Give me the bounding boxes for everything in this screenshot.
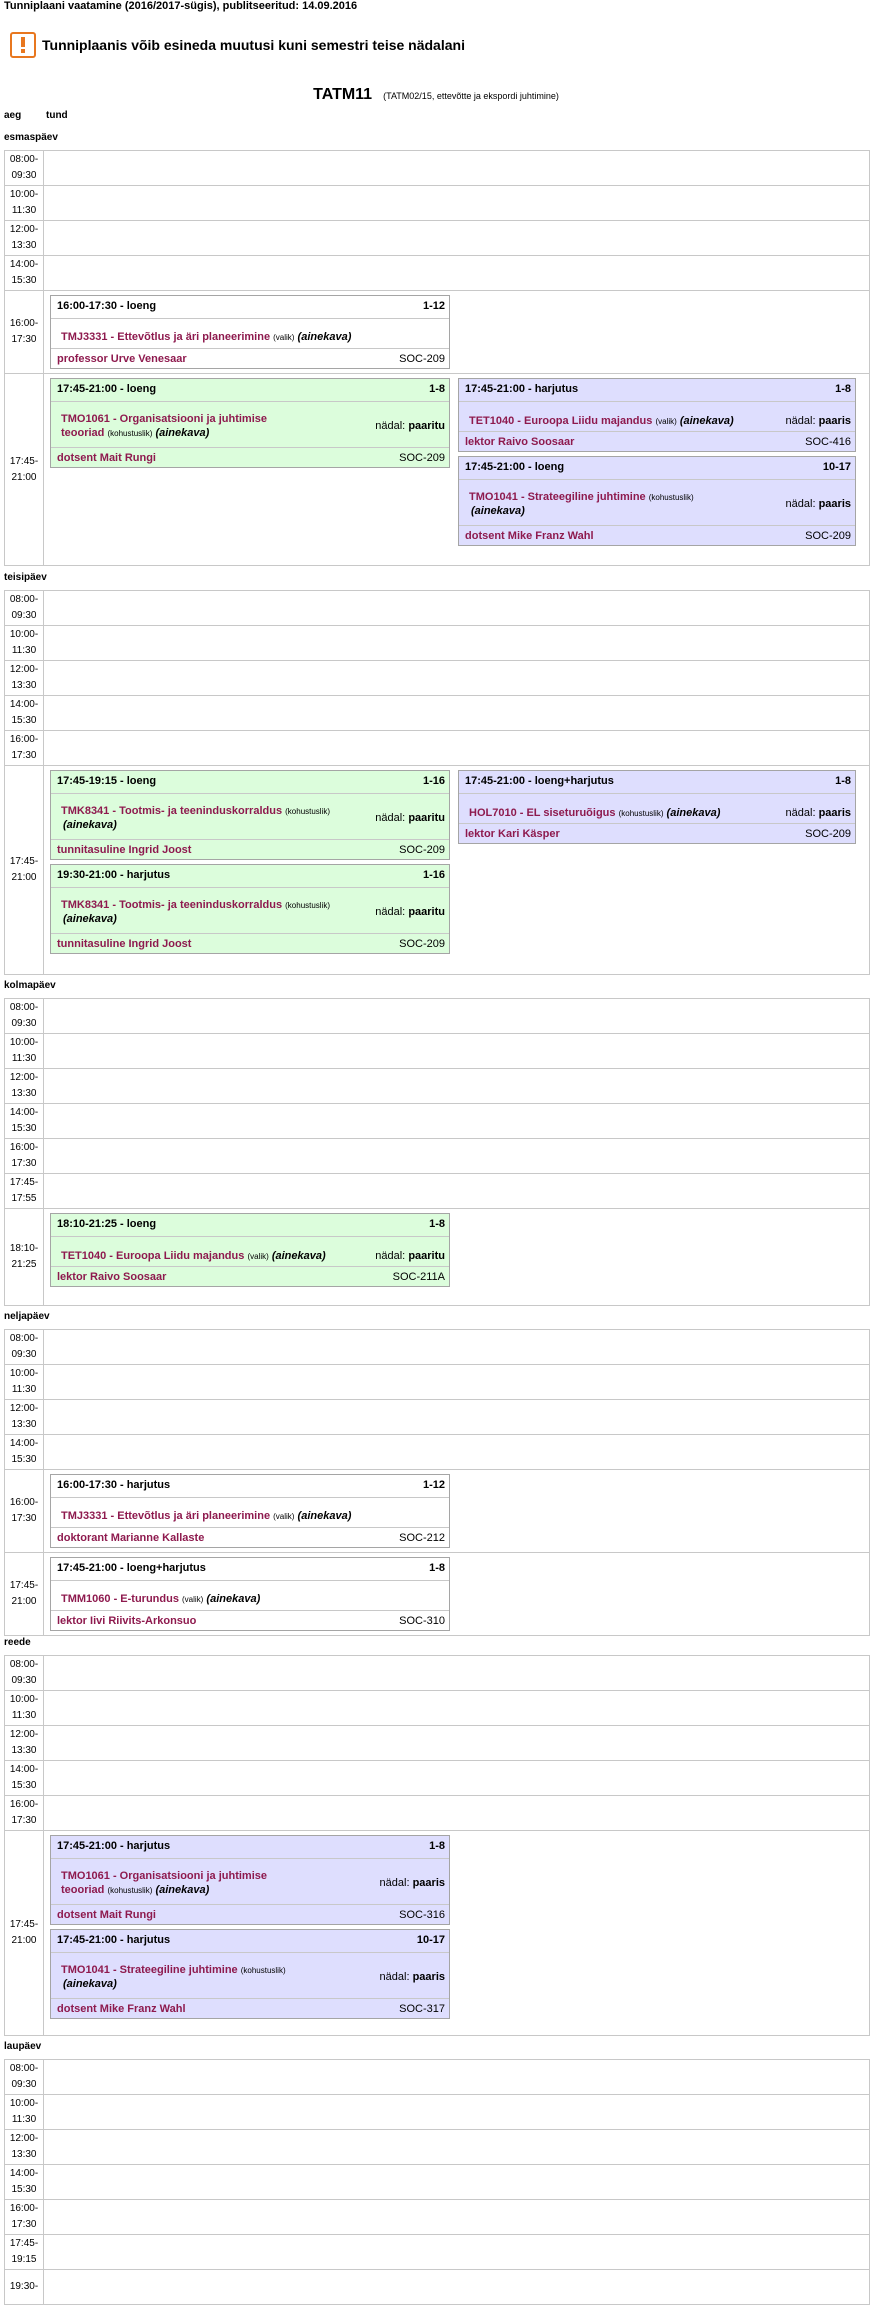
slot-row: 08:00- 09:30 [4, 998, 870, 1034]
slot-row: 08:00- 09:30 [4, 590, 870, 626]
event-tue1[interactable]: 17:45-19:15 - loeng 1-16 TMK8341 - Tootmis- ja teeninduskorraldus (kohustuslik) (ainekava) nädal: paaritu tunnitasuline Ingrid Joost SOC-209 [50, 770, 450, 860]
slot-row: 08:00- 09:30 [4, 1329, 870, 1365]
day-saturday: laupäev [4, 2041, 42, 2052]
slot-row: 16:00- 17:30 [4, 2199, 870, 2235]
teacher-link[interactable]: professor Urve Venesaar [57, 353, 187, 365]
slot-row: 16:00- 17:30 [4, 730, 870, 766]
slot-row: 16:00- 17:30 [4, 1795, 870, 1831]
group-code: TATM11 [313, 86, 373, 103]
group-subtitle: (TATM02/15, ettevõtte ja ekspordi juhtimine) [383, 91, 559, 101]
day-friday: reede [4, 1637, 31, 1648]
slot-row: 16:00- 17:30 16:00-17:30 - harjutus 1-12 TMJ3331 - Ettevõtlus ja äri planeerimine (valik) (ainekava) doktorant Marianne Kallaste SOC-212 [4, 1469, 870, 1553]
slot-row: 14:00- 15:30 [4, 1103, 870, 1139]
slot-row: 17:45- 21:00 17:45-19:15 - loeng 1-16 TMK8341 - Tootmis- ja teeninduskorraldus (kohustuslik) (ainekava) nädal: paaritu tunnitasuline Ingrid Joost SOC-209 19:30-21:00 - harjutus 1-16 TMK8341 - Tootmis- ja teeninduskorraldus (kohustuslik) (ainekava) nädal: paaritu tunnitasuline Ingrid Joost SOC-209 17:45-21:00 - loeng+harjutus 1-8 HOL7010 - EL siseturuõigus (kohustuslik) (ainekava) nädal: paaris lektor Kari Käsper SOC-209 [4, 765, 870, 975]
col-aeg: aeg [4, 110, 22, 121]
event-wed1[interactable]: 18:10-21:25 - loeng 1-8 TET1040 - Euroopa Liidu majandus (valik) (ainekava) nädal: paaritu lektor Raivo Soosaar SOC-211A [50, 1213, 450, 1287]
slot-row: 19:30- [4, 2269, 870, 2305]
group-title [0, 86, 872, 104]
event-thu2[interactable]: 17:45-21:00 - loeng+harjutus 1-8 TMM1060 - E-turundus (valik) (ainekava) lektor Iivi Riivits-Arkonsuo SOC-310 [50, 1557, 450, 1631]
slot-row: 12:00- 13:30 [4, 1725, 870, 1761]
slot-row: 10:00- 11:30 [4, 2094, 870, 2130]
slot-row: 17:45- 21:00 17:45-21:00 - loeng 1-8 TMO1061 - Organisatsiooni ja juhtimise teooriad (kohustuslik) (ainekava) nädal: paaritu dotsent Mait Rungi SOC-209 17:45-21:00 - harjutus 1-8 TET1040 - Euroopa Liidu majandus (valik) (ainekava) nädal: paaris lektor Raivo Soosaar SOC-416 17:45-21:00 - loeng 10-17 TMO1041 - Strateegiline juhtimine (kohustuslik) (ainekava) nädal: paaris dotsent Mike Franz Wahl SOC-209 [4, 373, 870, 566]
slot-row: 14:00- 15:30 [4, 1434, 870, 1470]
slot-row: 08:00- 09:30 [4, 1655, 870, 1691]
warning-text: Tunniplaanis võib esineda muutusi kuni semestri teise nädalani [42, 37, 465, 53]
slot-row: 17:45- 21:00 17:45-21:00 - loeng+harjutus 1-8 TMM1060 - E-turundus (valik) (ainekava) lektor Iivi Riivits-Arkonsuo SOC-310 [4, 1552, 870, 1636]
slot-row: 10:00- 11:30 [4, 1033, 870, 1069]
slot-row: 14:00- 15:30 [4, 1760, 870, 1796]
slot-row: 12:00- 13:30 [4, 1068, 870, 1104]
event-tue2[interactable]: 19:30-21:00 - harjutus 1-16 TMK8341 - Tootmis- ja teeninduskorraldus (kohustuslik) (ainekava) nädal: paaritu tunnitasuline Ingrid Joost SOC-209 [50, 864, 450, 954]
slot-row: 16:00- 17:30 [4, 1138, 870, 1174]
slot-row: 16:00- 17:30 16:00-17:30 - loeng 1-12 TMJ3331 - Ettevõtlus ja äri planeerimine (valik) (ainekava) professor Urve Venesaar SOC-209 [4, 290, 870, 374]
event-thu1[interactable]: 16:00-17:30 - harjutus 1-12 TMJ3331 - Ettevõtlus ja äri planeerimine (valik) (ainekava) doktorant Marianne Kallaste SOC-212 [50, 1474, 450, 1548]
page-header: Tunniplaani vaatamine (2016/2017-sügis), publitseeritud: 14.09.2016 [4, 0, 358, 12]
slot-row: 10:00- 11:30 [4, 185, 870, 221]
col-tund: tund [46, 110, 68, 121]
exclamation-icon [10, 32, 36, 58]
slot-row: 12:00- 13:30 [4, 2129, 870, 2165]
slot-row: 17:45- 21:00 17:45-21:00 - harjutus 1-8 TMO1061 - Organisatsiooni ja juhtimise teooriad (kohustuslik) (ainekava) nädal: paaris dotsent Mait Rungi SOC-316 17:45-21:00 - harjutus 10-17 TMO1041 - Strateegiline juhtimine (kohustuslik) (ainekava) nädal: paaris dotsent Mike Franz Wahl SOC-317 [4, 1830, 870, 2036]
slot-row: 18:10- 21:25 18:10-21:25 - loeng 1-8 TET1040 - Euroopa Liidu majandus (valik) (ainekava) nädal: paaritu lektor Raivo Soosaar SOC-211A [4, 1208, 870, 1306]
slot-row: 08:00- 09:30 [4, 2059, 870, 2095]
event-mon2[interactable]: 17:45-21:00 - loeng 1-8 TMO1061 - Organisatsiooni ja juhtimise teooriad (kohustuslik) (ainekava) nädal: paaritu dotsent Mait Rungi SOC-209 [50, 378, 450, 468]
slot-row: 08:00- 09:30 [4, 150, 870, 186]
day-thursday: neljapäev [4, 1311, 50, 1322]
slot-row: 10:00- 11:30 [4, 625, 870, 661]
slot-row: 12:00- 13:30 [4, 220, 870, 256]
slot-row: 17:45- 17:55 [4, 1173, 870, 1209]
day-monday: esmaspäev [4, 132, 58, 143]
slot-row: 10:00- 11:30 [4, 1690, 870, 1726]
slot-row: 10:00- 11:30 [4, 1364, 870, 1400]
slot-row: 14:00- 15:30 [4, 2164, 870, 2200]
slot-row: 12:00- 13:30 [4, 1399, 870, 1435]
course-link[interactable]: TMJ3331 - Ettevõtlus ja äri planeerimine [61, 331, 271, 343]
slot-row: 12:00- 13:30 [4, 660, 870, 696]
event-mon1[interactable]: 16:00-17:30 - loeng 1-12 TMJ3331 - Ettevõtlus ja äri planeerimine (valik) (ainekava) professor Urve Venesaar SOC-209 [50, 295, 450, 369]
slot-row: 17:45- 19:15 [4, 2234, 870, 2270]
event-mon3[interactable]: 17:45-21:00 - harjutus 1-8 TET1040 - Euroopa Liidu majandus (valik) (ainekava) nädal: paaris lektor Raivo Soosaar SOC-416 [458, 378, 856, 452]
slot-row: 14:00- 15:30 [4, 695, 870, 731]
day-tuesday: teisipäev [4, 572, 47, 583]
event-fri1[interactable]: 17:45-21:00 - harjutus 1-8 TMO1061 - Organisatsiooni ja juhtimise teooriad (kohustuslik) (ainekava) nädal: paaris dotsent Mait Rungi SOC-316 [50, 1835, 450, 1925]
event-tue3[interactable]: 17:45-21:00 - loeng+harjutus 1-8 HOL7010 - EL siseturuõigus (kohustuslik) (ainekava) nädal: paaris lektor Kari Käsper SOC-209 [458, 770, 856, 844]
event-mon4[interactable]: 17:45-21:00 - loeng 10-17 TMO1041 - Strateegiline juhtimine (kohustuslik) (ainekava) nädal: paaris dotsent Mike Franz Wahl SOC-209 [458, 456, 856, 546]
day-wednesday: kolmapäev [4, 980, 56, 991]
warning-banner [10, 30, 465, 60]
slot-row: 14:00- 15:30 [4, 255, 870, 291]
event-fri2[interactable]: 17:45-21:00 - harjutus 10-17 TMO1041 - Strateegiline juhtimine (kohustuslik) (ainekava) nädal: paaris dotsent Mike Franz Wahl SOC-317 [50, 1929, 450, 2019]
